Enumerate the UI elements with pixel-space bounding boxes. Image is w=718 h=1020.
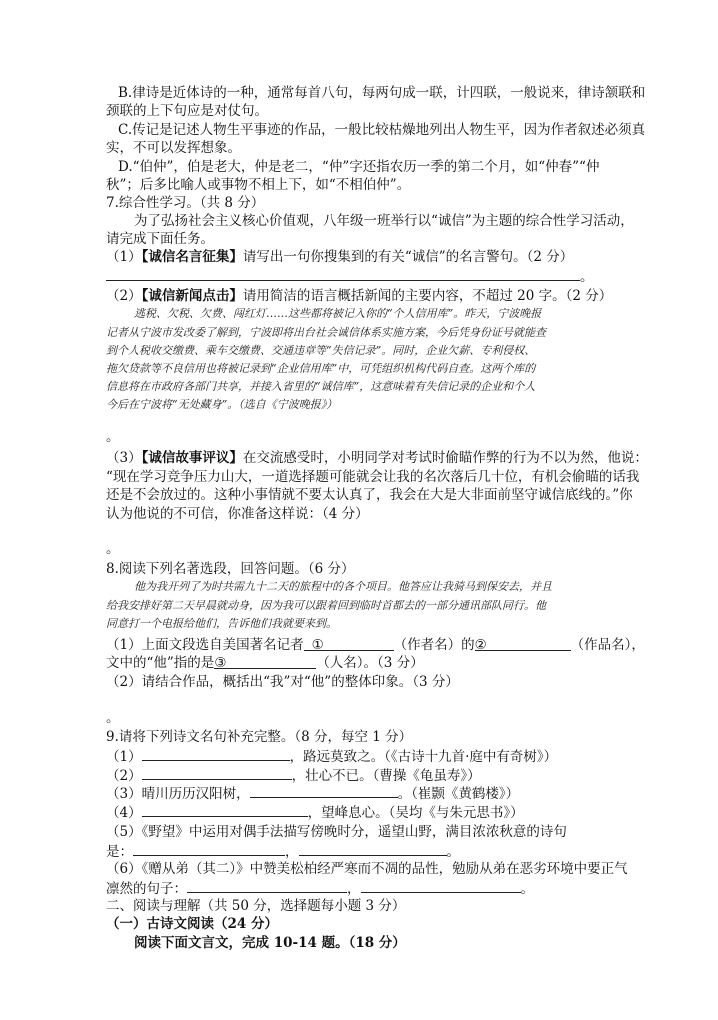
q8-1-text-c: （作品名）， — [570, 637, 645, 653]
q8-author-blank[interactable] — [304, 636, 394, 651]
q7-2 — [106, 287, 612, 305]
q9-6-blank-1[interactable] — [187, 878, 347, 893]
q9-2-num: （2） — [106, 768, 142, 784]
section-2-1-title: （一）古诗文阅读（24 分） — [106, 916, 278, 932]
q7-3-line-1: “现在学习竞争压力山大，一道选择题可能就会让我的名次落后几十位，有机会偷瞄的话我 — [106, 469, 640, 485]
q7-intro-2: 请完成下面任务。 — [106, 231, 214, 247]
q7-1-num: （1） — [106, 249, 142, 265]
q8-1-text-d: 文中的“他”指的是 — [106, 655, 215, 671]
q9-4-blank[interactable] — [142, 802, 308, 817]
q9-6-line-2 — [106, 878, 534, 898]
q7-3-line-2: 还是不会放过的。这种小事情就不要太认真了，我会在大是大非面前坚守诚信底线的。”你 — [106, 487, 633, 503]
q9-5-comma: ， — [285, 844, 299, 860]
q7-3-end: 。 — [106, 541, 120, 557]
q7-1-answer-blank[interactable] — [106, 266, 580, 281]
q8-excerpt-3: 同意打一个电报给他们，告诉他们我就要来到。 — [106, 617, 337, 630]
q9-3-end: 。（崔颢《黄鹤楼》） — [397, 786, 520, 802]
q8-work-blank[interactable] — [475, 636, 571, 651]
q7-2-end: 。 — [106, 429, 120, 445]
q7-3-line-3: 认为他说的不可信，你准备这样说：（4 分） — [106, 506, 369, 522]
q8-excerpt-2: 给我安排好第二天早晨就动身，因为我可以跟着回到临时首都去的一部分通讯部队同行。他 — [106, 599, 546, 612]
q7-1 — [106, 248, 573, 266]
q9-1 — [106, 746, 557, 766]
option-c-line-1: C.传记是记述人物生平事迹的作品，一般比较枯燥地列出人物生平，因为作者叙述必须真 — [118, 122, 646, 138]
q9-4-text: ，望峰息心。（吴均《与朱元思书》） — [307, 805, 524, 821]
q7-1-tag: 【诚信名言征集】 — [141, 249, 243, 265]
q9-6-end: 。 — [520, 881, 534, 897]
q9-6-blank-2[interactable] — [361, 878, 521, 893]
section-2-title: 二、阅读与理解（共 50 分，选择题每小题 3 分） — [106, 898, 406, 914]
q9-5-line-1: （5）《野望》中运用对偶手法描写傍晚时分，遥望山野，满目浓浓秋意的诗句 — [106, 824, 567, 840]
q9-2-text: ，壮心不已。（曹操《龟虽寿》） — [291, 768, 481, 784]
q9-5-line-2 — [106, 841, 460, 861]
q9-1-blank[interactable] — [142, 746, 290, 761]
news-line-1: 逃税、欠税、欠费、闯红灯……这些都将被记入你的“个人信用库”。昨天，宁波晚报 — [134, 307, 542, 320]
q9-5-blank-2[interactable] — [299, 841, 447, 856]
news-line-5: 信息将在市政府各部门共享，并接入省里的“诚信库”，这意味着有失信记录的企业和个人 — [106, 380, 536, 393]
q9-4 — [106, 802, 524, 822]
q7-1-answer-line — [106, 266, 594, 286]
news-line-2: 记者从宁波市发改委了解到，宁波即将出台社会诚信体系实施方案，今后凭身份证号就能查 — [106, 326, 546, 339]
q7-2-num: （2） — [106, 288, 142, 304]
option-d-line-1: D.“伯仲”，伯是老大，仲是老二，“仲”字还指农历一季的第二个月，如“仲春”“仲 — [118, 159, 600, 175]
section-2-1-instruction: 阅读下面文言文，完成 10-14 题。（18 分） — [134, 935, 406, 951]
news-line-6: 今后在宁波将“无处藏身”。（选自《宁波晚报》） — [106, 398, 338, 411]
q9-3-blank[interactable] — [250, 783, 398, 798]
news-line-3: 到个人税收交缴费、乘车交缴费、交通违章等“失信记录”。同时，企业欠薪、专利侵权、 — [106, 344, 536, 357]
marker-2: ② — [474, 637, 487, 653]
option-b-line-1: B.律诗是近体诗的一种，通常每首八句，每两句成一联，计四联，一般说来，律诗颔联和 — [118, 85, 646, 101]
q9-2 — [106, 765, 481, 785]
q8-title: 8.阅读下列名著选段，回答问题。（6 分） — [106, 561, 355, 577]
marker-1: ① — [311, 637, 324, 653]
q9-1-num: （1） — [106, 749, 142, 765]
q8-person-blank[interactable] — [214, 654, 316, 669]
q7-2-text: 请用简洁的语言概括新闻的主要内容，不超过 20 字。（2 分） — [242, 288, 613, 304]
news-line-4: 拖欠贷款等不良信用也将被记录到“企业信用库”中，可凭组织机构代码自查。这两个库的 — [106, 362, 536, 375]
q7-intro-1: 为了弘扬社会主义核心价值观，八年级一班举行以“诚信”为主题的综合性学习活动， — [134, 213, 634, 229]
q8-1-text-b: （作者名）的 — [393, 637, 475, 653]
q9-title: 9.请将下列诗文名句补充完整。（8 分，每空 1 分） — [106, 729, 413, 745]
q8-excerpt-1: 他为我开列了为时共需九十二天的旅程中的各个项目。他答应让我骑马到保安去，并且 — [134, 580, 552, 593]
q8-2-end: 。 — [106, 710, 120, 726]
marker-3: ③ — [214, 655, 227, 671]
option-c-line-2: 实，不可以发挥想象。 — [106, 140, 241, 156]
q7-title: 7.综合性学习。（共 8 分） — [106, 195, 265, 211]
q9-4-num: （4） — [106, 805, 142, 821]
q8-1-line-1 — [106, 636, 645, 654]
q7-3-num: （3） — [106, 450, 142, 466]
option-b-line-2: 颈联的上下句应是对仗句。 — [106, 103, 268, 119]
q9-5-blank-1[interactable] — [133, 841, 285, 856]
q9-5-end: 。 — [446, 844, 460, 860]
option-d-line-2: 秋”；后多比喻人或事物不相上下，如“不相伯仲”。 — [106, 177, 411, 193]
q7-3-text: 在交流感受时，小明同学对考试时偷瞄作弊的行为不以为然，他说： — [242, 450, 648, 466]
q7-3 — [106, 449, 648, 467]
q9-2-blank[interactable] — [142, 765, 292, 780]
q9-5-prefix: 是： — [106, 844, 133, 860]
q9-6-line-1: （6）《赠从弟（其二）》中赞美松柏经严寒而不凋的品性，勉励从弟在恶劣环境中要正气 — [106, 861, 628, 877]
q7-1-text: 请写出一句你搜集到的有关“诚信”的名言警句。（2 分） — [242, 249, 574, 265]
q8-1-line-2 — [106, 654, 424, 672]
q9-1-text: ，路远莫致之。（《古诗十九首·庭中有奇树》） — [289, 749, 558, 765]
q7-3-tag: 【诚信故事评议】 — [141, 450, 243, 466]
q9-6-comma: ， — [347, 881, 361, 897]
q8-1-text-a: （1）上面文段选自美国著名记者 — [106, 637, 304, 653]
q9-3 — [106, 783, 519, 803]
q7-2-tag: 【诚信新闻点击】 — [141, 288, 243, 304]
q8-1-text-e: （人名）。（3 分） — [316, 655, 424, 671]
q9-6-prefix: 凛然的句子： — [106, 881, 187, 897]
q9-3-text: （3）晴川历历汉阳树， — [106, 786, 250, 802]
q8-2: （2）请结合作品，概括出“我”对“他”的整体印象。（3 分） — [106, 674, 459, 690]
q7-1-end: 。 — [580, 269, 594, 285]
